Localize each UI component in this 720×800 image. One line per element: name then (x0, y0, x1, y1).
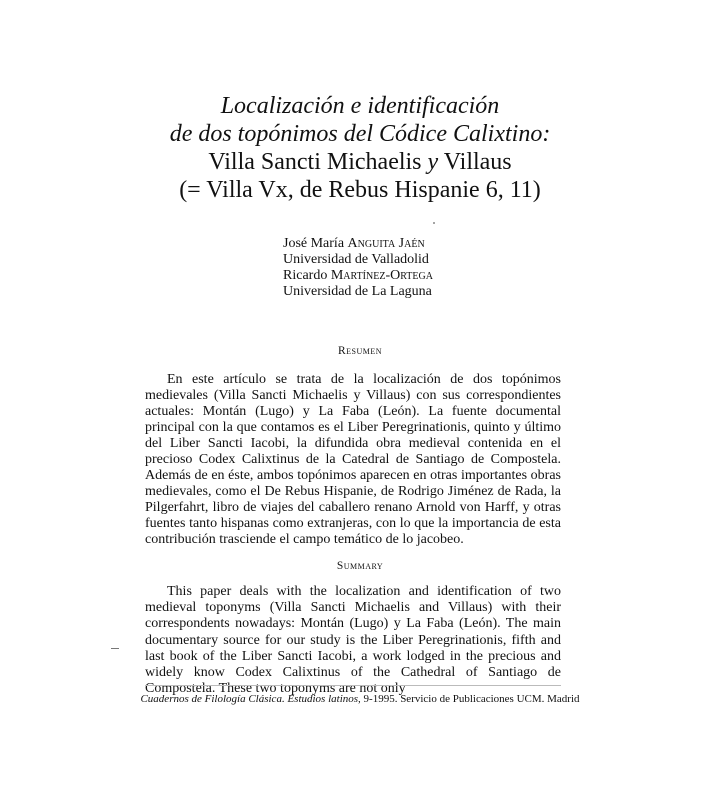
resumen-heading: Resumen (337, 345, 383, 357)
title-line-3-y: y (427, 149, 439, 175)
summary-paragraph (145, 584, 561, 697)
title-line-3-part-b: Villaus (438, 149, 512, 175)
affiliation-1: Universidad de Valladolid (283, 252, 429, 267)
title-line-4: (= Villa Vx, de Rebus Hispanie 6, 11) (179, 177, 541, 203)
title-line-2: de dos topónimos del Códice Calixtino: (169, 121, 551, 147)
speck-mark (433, 222, 435, 224)
resumen-paragraph (145, 372, 561, 548)
author-2-family: Martínez-Ortega (330, 268, 433, 283)
title-line-1: Localización e identificación (220, 93, 500, 119)
footer-rule (145, 685, 561, 686)
footer-details: 9-1995. Servicio de Publicaciones UCM. Madrid (360, 693, 580, 705)
title-line-3-part-a: Villa Sancti Michaelis (208, 149, 428, 175)
title-line-3 (0, 148, 720, 176)
affiliation-2: Universidad de La Laguna (283, 284, 432, 299)
author-1 (283, 236, 433, 252)
author-2-given: Ricardo (283, 268, 331, 283)
article-title (0, 92, 720, 204)
resumen-text: En este artículo se trata de la localización de dos topónimos medievales (Villa Sancti Michaelis y Villaus) con sus correspondientes actuales: Montán (Lugo) y La Faba (León). La fuente documental principal con la que contamos es el Liber Peregrinationis, quinto y último del Liber Sancti Iacobi, la difundida obra medieval contenida en el precioso Codex Calixtinus de la Catedral de Santiago de Compostela. Además de en éste, ambos topónimos aparecen en otras importantes obras medievales, como el De Rebus Hispanie, de Rodrigo Jiménez de Rada, la Pilgerfahrt, libro de viajes del caballero renano Arnold von Harff, y otras fuentes tanto hispanas como extranjeras, con lo que la importancia de esta contribución trasciende el campo temático de lo jacobeo. (145, 372, 561, 547)
footer-journal: Cuadernos de Filología Clásica. Estudios latinos, (140, 693, 361, 705)
author-2 (283, 268, 433, 284)
author-block (283, 236, 433, 300)
author-1-given: José María (283, 236, 348, 251)
summary-text: This paper deals with the localization and identification of two medieval toponyms (Villa Sancti Michaelis and Villaus) with their correspondents nowadays: Montán (Lugo) y La Faba (León). The main documentary source for our study is the Liber Peregrinationis, fifth and last book of the Liber Sancti Iacobi, a work lodged in the precious and widely know Codex Calixtinus of the Cathedral of Santiago de Compostela. These two toponyms are not only (145, 584, 561, 697)
summary-heading: Summary (336, 560, 384, 572)
page-footer (0, 693, 720, 705)
margin-mark (111, 648, 119, 649)
author-1-family: Anguita Jaén (347, 236, 425, 251)
